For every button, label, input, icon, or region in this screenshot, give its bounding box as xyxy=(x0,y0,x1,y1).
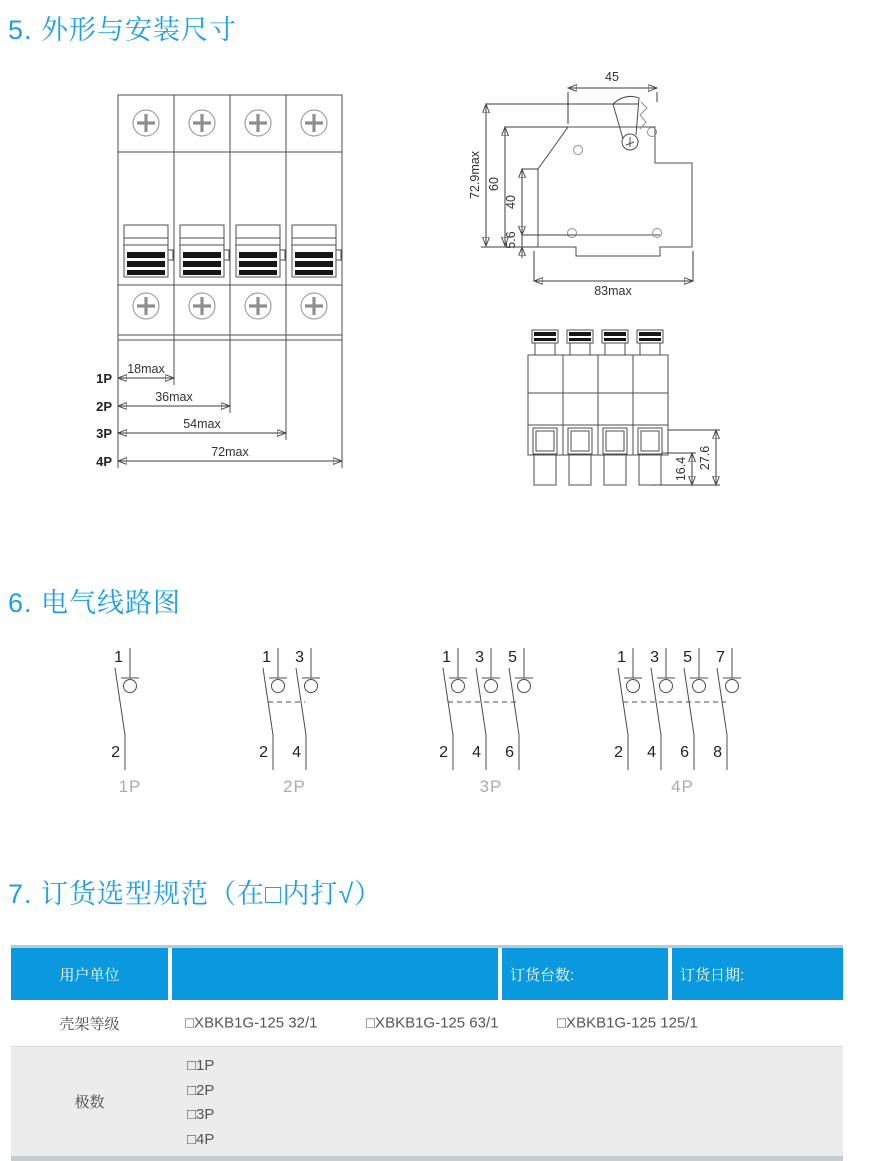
pole-label: 4P xyxy=(96,454,112,469)
terminal-number: 3 xyxy=(650,649,659,666)
front-view-drawing xyxy=(90,70,360,480)
top-view-dimensions xyxy=(653,430,720,485)
rivet-icon xyxy=(653,229,662,238)
pole-label: 3P xyxy=(96,426,112,441)
terminal-number: 1 xyxy=(262,649,271,666)
terminal-number: 4 xyxy=(647,744,656,761)
terminal-number: 2 xyxy=(259,744,268,761)
header-cell-order-date: 订货日期: xyxy=(672,948,843,1000)
dim-label: 5.6 xyxy=(504,231,518,249)
terminal-number: 2 xyxy=(614,744,623,761)
dim-label: 72.9max xyxy=(468,151,482,199)
terminal-number: 3 xyxy=(475,649,484,666)
terminal-number: 1 xyxy=(617,649,626,666)
terminal-number: 3 xyxy=(295,649,304,666)
rivet-icon xyxy=(574,146,583,155)
diagram-label: 1P xyxy=(118,777,142,796)
side-view-drawing xyxy=(455,62,715,302)
header-cell-customer: 用户单位 xyxy=(11,948,168,1000)
toggle-handle-front xyxy=(124,225,341,277)
row-label-poles: 极数 xyxy=(74,1094,105,1111)
dim-label: 18max xyxy=(127,362,165,376)
order-form-table xyxy=(11,945,843,1161)
checkbox-option-4p[interactable]: □4P xyxy=(187,1130,215,1148)
checkbox-option-model-32[interactable]: □XBKB1G-125 32/1 xyxy=(185,1014,318,1032)
pole-label: 2P xyxy=(96,399,112,414)
diagram-label: 3P xyxy=(479,777,503,796)
terminal-number: 5 xyxy=(508,649,517,666)
table-row-poles xyxy=(11,1046,843,1156)
dim-label: 40 xyxy=(504,195,518,209)
terminal-number: 8 xyxy=(713,744,722,761)
section-title-circuit: 6. 电气线路图 xyxy=(8,588,182,618)
table-row-frame-grade xyxy=(11,1000,843,1046)
dim-label: 45 xyxy=(605,70,619,84)
circuit-diagram-2p xyxy=(244,645,341,797)
terminal-number: 1 xyxy=(114,649,123,666)
row-label-frame-grade: 壳架等级 xyxy=(59,1015,120,1033)
rivet-icon xyxy=(568,229,577,238)
terminal-number: 2 xyxy=(439,744,448,761)
circuit-diagram-4p xyxy=(599,645,762,797)
toggle-handle-top xyxy=(532,330,663,355)
diagram-label: 4P xyxy=(671,777,694,796)
terminal-number: 5 xyxy=(683,649,692,666)
header-cell-order-qty: 订货台数: xyxy=(502,948,668,1000)
side-dimensions xyxy=(468,70,693,298)
top-view-drawing xyxy=(488,322,738,497)
terminal-number: 7 xyxy=(716,649,725,666)
circuit-diagram-1p xyxy=(96,645,160,797)
checkbox-option-1p[interactable]: □1P xyxy=(187,1057,215,1074)
terminal-number: 6 xyxy=(505,744,514,761)
checkbox-option-model-63[interactable]: □XBKB1G-125 63/1 xyxy=(366,1014,499,1032)
section-title-outline: 5. 外形与安装尺寸 xyxy=(8,15,238,45)
dim-label: 36max xyxy=(155,390,193,404)
terminal-number: 2 xyxy=(111,744,120,761)
terminal-number: 4 xyxy=(472,744,481,761)
section-title-ordering: 7. 订货选型规范（在□内打√） xyxy=(8,879,383,909)
header-cell-blank xyxy=(172,948,498,1000)
dim-label: 60 xyxy=(487,177,501,191)
dim-label: 16.4 xyxy=(674,456,688,482)
dim-label: 54max xyxy=(183,417,221,431)
table-header-row xyxy=(11,948,843,1000)
terminal-number: 1 xyxy=(442,649,451,666)
width-dimensions xyxy=(96,362,342,469)
checkbox-option-2p[interactable]: □2P xyxy=(187,1081,215,1099)
dim-label: 83max xyxy=(594,284,632,298)
dim-label: 72max xyxy=(211,445,249,459)
diagram-label: 2P xyxy=(283,777,306,796)
breaker-side-profile xyxy=(538,127,692,256)
checkbox-option-model-125[interactable]: □XBKB1G-125 125/1 xyxy=(557,1014,698,1032)
circuit-diagram-3p xyxy=(424,645,554,797)
table-bottom-border xyxy=(11,1156,843,1161)
checkbox-option-3p[interactable]: □3P xyxy=(187,1106,215,1123)
terminal-number: 6 xyxy=(680,744,689,761)
terminal-number: 4 xyxy=(292,744,301,761)
pole-label: 1P xyxy=(96,371,112,386)
dim-label: 27.6 xyxy=(698,445,712,471)
